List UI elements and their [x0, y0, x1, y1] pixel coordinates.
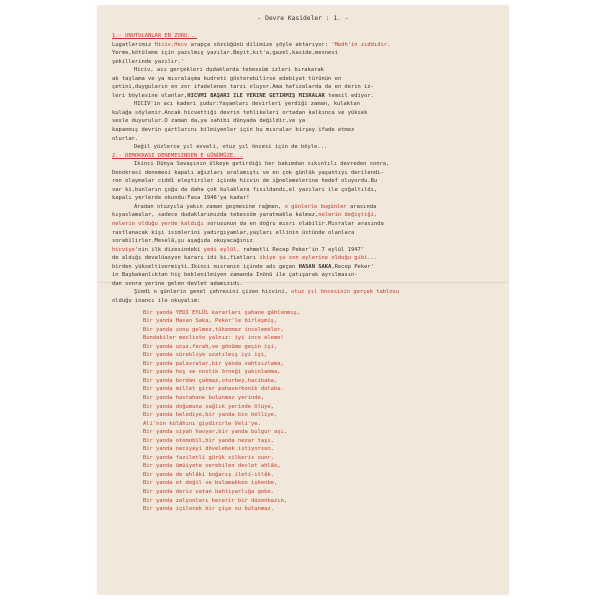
text-line [112, 92, 504, 101]
poem-line: Bir yanda zalyonları becerir bir düzenbazın, [143, 497, 288, 504]
document-body [112, 32, 504, 514]
prose-section [112, 32, 504, 306]
text-segment: Yerme,kötüleme için yazılmış yazılar.Beyit,kıt'a,gazel,kaside,mesnevi [112, 50, 338, 57]
text-line [112, 271, 504, 280]
poem-line: Bir yanda içilecek bir çişe su bulunmaz. [143, 506, 274, 513]
text-segment: şekillerinde yazılır.' [112, 58, 185, 65]
text-line [112, 254, 504, 263]
text-segment: HICIV'in acı kaderi şudur:Yaşamları devirleri yerdiği zaman, kulaktan [134, 101, 360, 108]
poem-line: Bir yanda doğumuna sağlık yerinde ölüye, [143, 403, 274, 410]
poem-line: Bir yanda otomobil,bir yanda nezar taşı, [143, 437, 274, 444]
text-segment: Lugatlerimiz [112, 41, 155, 48]
poem-line: Bir yanda siyah havyar,bir yanda bulgur aşı, [143, 429, 288, 436]
poem-line: Bir yanda YEDI EYLÜL kararları şahane gâhlanmış, [143, 309, 301, 316]
text-line [112, 203, 504, 212]
text-line [112, 117, 504, 126]
text-line [112, 152, 504, 161]
text-segment: Hiciv, acı gerçekleri dudaklarda tebessüm izleri bırakarak [134, 67, 324, 74]
section-heading: 1.- UNUTULANLAR EN ZORU... [112, 33, 198, 39]
text-line [112, 160, 504, 169]
text-segment: birden yükseltivermişti.Ikinci mısranın içinde adı geçen [112, 263, 299, 270]
text-segment: ren olaymalar ciddî eleştiriler içinde hicvin de iğnelemelerine hedef oluyordu.Bu [112, 178, 378, 185]
text-line [112, 58, 504, 67]
text-line [112, 135, 504, 144]
poem-line: Bir yanda millet girer pahaverbonik dolaba. [143, 386, 284, 393]
text-segment: kapanmış devrin şartlarını bilmiyenler için bu mısralar birşey ifade etmez [112, 127, 355, 134]
text-segment: Şimdi o günlerin genel çehresini çizen hicvini, [134, 289, 292, 296]
text-segment: Aradan otuzyıla yakın zaman geçmesine rağmen, [134, 203, 285, 210]
poem-line: Bir yanda palavralar,bir yanda vahtsızlama, [143, 360, 284, 367]
text-line [112, 66, 504, 75]
text-segment: de aldığı devalüasyon kararı idi ki,fiatları [112, 255, 260, 262]
text-segment: kulağa söylenir.Ancak hicvettiği devrin tehlikeleri ortadan kalkınca ve yüksek [112, 109, 368, 116]
poem-line: Bir yanda bordan çakmaz,oturbey,hacibaba, [143, 377, 278, 384]
text-segment: rastlanacak kişi isimlerini yadırgıyamlar,yaşları ellinin üstünde olanlara [112, 229, 355, 236]
poem-line: Bir yanda deriz vatan bahtiyarlığa gebe. [143, 488, 274, 495]
text-segment: temsil ediyor. [324, 92, 374, 99]
poem-line: Bir yanda neciyeyi dövelebek istiyorsun, [143, 446, 274, 453]
text-line [112, 229, 504, 238]
text-segment: ,Recep Peker' [331, 263, 374, 270]
highlighted-text: yedi eylül, [203, 246, 240, 253]
satirical-poem [112, 309, 504, 514]
text-line [112, 297, 504, 306]
text-segment: kapalı yerlerde okundu:Fasa 1946'ya kadar! [112, 195, 250, 202]
text-segment: in Başbakanlıktan hiç beklenilmiyen zamanda Inönü ile çatışarak ayrılmasın- [112, 272, 358, 279]
text-segment: Ikinci Dünya Savaşının ülkeye getirdiği her bakımdan sıkıntılı devreden sonra, [134, 161, 390, 168]
section-heading: 2.- DEMOKRASI DENEMESINDEN E GÜNÜMÜZE... [112, 152, 243, 159]
poem-line: Bir yanda et değil ve bulamakken işkenbe, [143, 480, 278, 487]
highlighted-text: o günlerle bugünler [284, 203, 347, 210]
text-line [112, 75, 504, 84]
text-segment: arasında [346, 203, 377, 210]
text-line [112, 246, 504, 255]
text-line [112, 288, 504, 297]
text-line [112, 41, 504, 50]
poem-line: Bir yanda ucuz,ferah,ve gönüme geçin işi, [143, 343, 278, 350]
poem-line: Bir yanda de ahlâki boğarış ileti-itlâk. [143, 471, 274, 478]
text-line [112, 194, 504, 203]
text-segment: kıyaslamalar, sadece dudaklarımızda tebessüm yaratmakla kalmaz, [112, 212, 319, 219]
text-segment: çetini,duyguların en zor ifadelenen tarzı oluyor.Ama hafızalarda da en derin iz- [112, 84, 374, 91]
text-line [112, 109, 504, 118]
page-header: - Devre Kasideler : 1. - [257, 15, 349, 22]
poem-line: Bir yanda sürekliye uzatılmış iyi işi, [143, 352, 268, 359]
text-segment: HICVMI BAŞARI ILE YERINE GETIRMIŞ MISRALAR [187, 92, 325, 99]
text-segment: ak taşlama ve ya mısralaşma kudreti gösterebilirse edebiyat türünün en [112, 75, 342, 82]
highlighted-text: nelerin değiştiği, [318, 212, 378, 219]
text-segment: 'nin ilk dizesindeki [134, 246, 204, 253]
text-segment: Denokrasi denemesi kapalı ağızları aralamıştı ve en çok günlük yaşantıyı derilendi- [112, 169, 384, 176]
text-segment: rahmetli Recep Peker'in 7 eylül 1947' [239, 246, 365, 253]
highlighted-text: Hiciv,Hecv [154, 41, 188, 48]
text-line [112, 126, 504, 135]
text-segment: sorusunun da en doğru mısrı olabilir.Mısralar arasında [203, 221, 384, 228]
text-line [112, 143, 504, 152]
text-line [112, 32, 504, 41]
text-line [112, 83, 504, 92]
poem-line: Bir yanda faziletli gürük silkeris ounr. [143, 454, 274, 461]
highlighted-text: 'Medh'in zıddıdır. [331, 41, 391, 48]
highlighted-text: hicviye [112, 246, 135, 253]
text-line [112, 186, 504, 195]
text-segment: sorabilirler.Meselâ,şu aşağıda okuyacağınız [112, 238, 253, 245]
text-segment: var ki,bunların çoğu da daha çok kulaklara fısıldandı,el yazıları ile çoğaltıldı, [112, 186, 378, 193]
text-line [112, 263, 504, 272]
text-line [112, 169, 504, 178]
poem-line: Bir yanda hastahane bulunmaz yerinde, [143, 394, 265, 401]
poem-line: Ali'nin külâhını giydirirle Veli'ye. [143, 420, 261, 427]
poem-line: Bir yanda sonu gelmez,tükenmez incelemeler, [143, 326, 284, 333]
text-line [112, 237, 504, 246]
text-segment: olduğu inancı ile okuyalım: [112, 297, 201, 304]
text-line [112, 100, 504, 109]
text-line [112, 280, 504, 289]
highlighted-text: nelerin olduğu yerde kaldığı [112, 221, 204, 228]
text-segment: arapça sözcüğünü dilimize şöyle aktarıyor: [187, 41, 332, 48]
text-line [112, 220, 504, 229]
text-line [112, 177, 504, 186]
highlighted-text: ikiye şu son eylerine olduğu gibi... [259, 255, 378, 262]
text-segment: HASAN SAKA [298, 263, 332, 270]
text-segment: dan sonra yerine gelen devlet adamızıdı. [112, 280, 243, 287]
poem-line: Bir yanda ümüiyete verebilen devlet ahlâk, [143, 463, 281, 470]
poem-line: Bundakiler mecliste yalnız: iyi ince eleme! [143, 335, 284, 342]
text-segment: leri böylesine olanlar, [112, 92, 188, 99]
highlighted-text: otuz yıl öncesinin gerçek tablosu [291, 289, 400, 296]
text-segment: Değil yüzlerce yıl evveli, otuz yıl öncesi için de böyle... [134, 144, 328, 151]
text-line [112, 211, 504, 220]
text-line [112, 49, 504, 58]
poem-line: Bir yanda Hasan Saka, Peker'le birleşmiş, [143, 318, 278, 325]
document-page [98, 6, 508, 594]
text-segment: sesle duyurulur.O zaman da,ya sahibi dünyada değildir,ve ya [112, 118, 306, 125]
poem-line: Bir yanda hoş ve nostik örneği yakınlamma, [143, 369, 281, 376]
poem-line: Bir yanda belediye,bir yanda bin belliye, [143, 412, 278, 419]
text-segment: olurlar. [112, 135, 139, 142]
